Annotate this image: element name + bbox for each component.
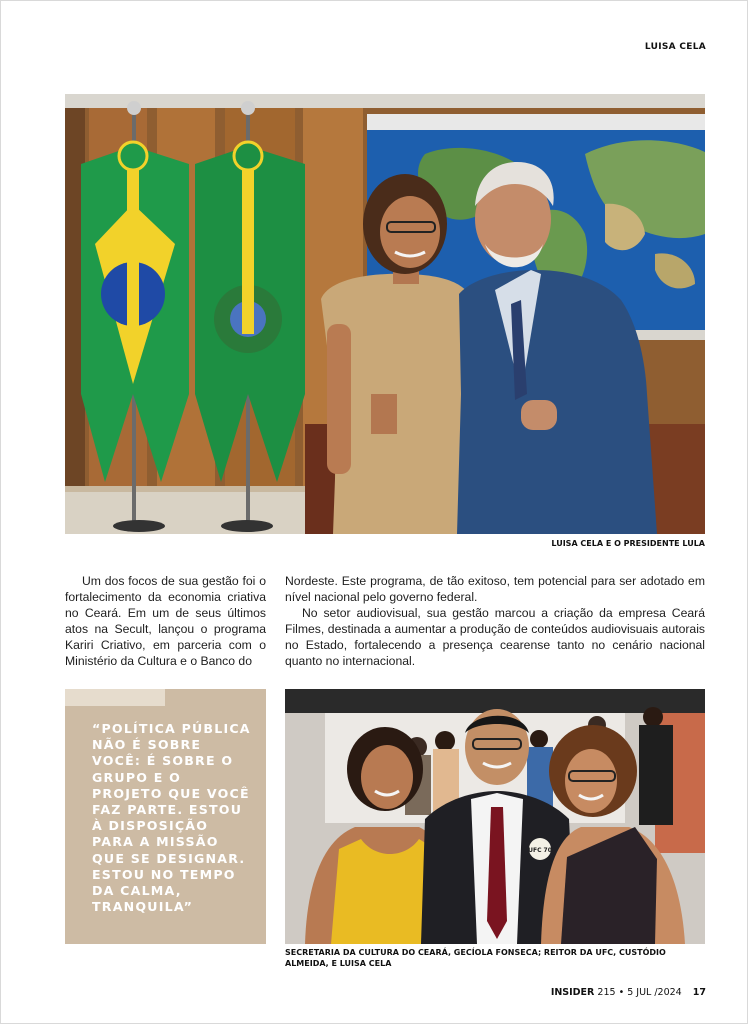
- group-photo-caption: SECRETARIA DA CULTURA DO CEARÁ, GECÍOLA FONSECA; REITOR DA UFC, CUSTÓDIO ALMEIDA, E LUISA CELA: [285, 948, 666, 968]
- pull-quote-box: [65, 689, 266, 944]
- section-header: LUISA CELA: [644, 42, 706, 52]
- group-photo-illustration: [285, 689, 705, 944]
- hero-photo: [65, 94, 705, 534]
- pull-quote-tab: [65, 689, 165, 706]
- issue-date: 5 JUL /2024: [627, 987, 682, 998]
- group-photo: [285, 689, 705, 944]
- page-number: 17: [692, 987, 706, 998]
- issue-number: 215: [597, 987, 616, 998]
- page-footer: [551, 987, 706, 998]
- article-paragraph: Nordeste. Este programa, de tão exitoso, tem potencial para ser adotado em nível nacional pelo governo federal.: [285, 574, 705, 604]
- pull-quote-text: “POLÍTICA PÚBLICA NÃO É SOBRE VOCÊ: É SOBRE O GRUPO E O PROJETO QUE VOCÊ FAZ PARTE. ESTOU À DISPOSIÇÃO PARA A MISSÃO QUE SE DESIGNAR. ESTOU NO TEMPO DA CALMA, TRANQUILA”: [92, 721, 251, 915]
- hero-photo-illustration: [65, 94, 705, 534]
- article-paragraph: Um dos focos de sua gestão foi o fortalecimento da economia criativa no Ceará. Em um de seus últimos atos na Secult, lançou o programa Kariri Criativo, em parceria com o Ministério da Cultura e o Banco do: [65, 574, 266, 668]
- article-paragraph: No setor audiovisual, sua gestão marcou a criação da empresa Ceará Filmes, destinada a aumentar a produção de conteúdos audiovisuais autorais no Estado, fortalecendo a presença cearense tanto no cenário nacional quanto no internacional.: [285, 606, 705, 668]
- ufc-badge: UFC 70: [528, 847, 552, 854]
- magazine-name: INSIDER: [550, 987, 595, 998]
- footer-separator: •: [618, 987, 625, 998]
- article-column-right: [285, 573, 705, 669]
- article-column-left: [65, 573, 266, 669]
- hero-caption: LUISA CELA E O PRESIDENTE LULA: [551, 539, 705, 548]
